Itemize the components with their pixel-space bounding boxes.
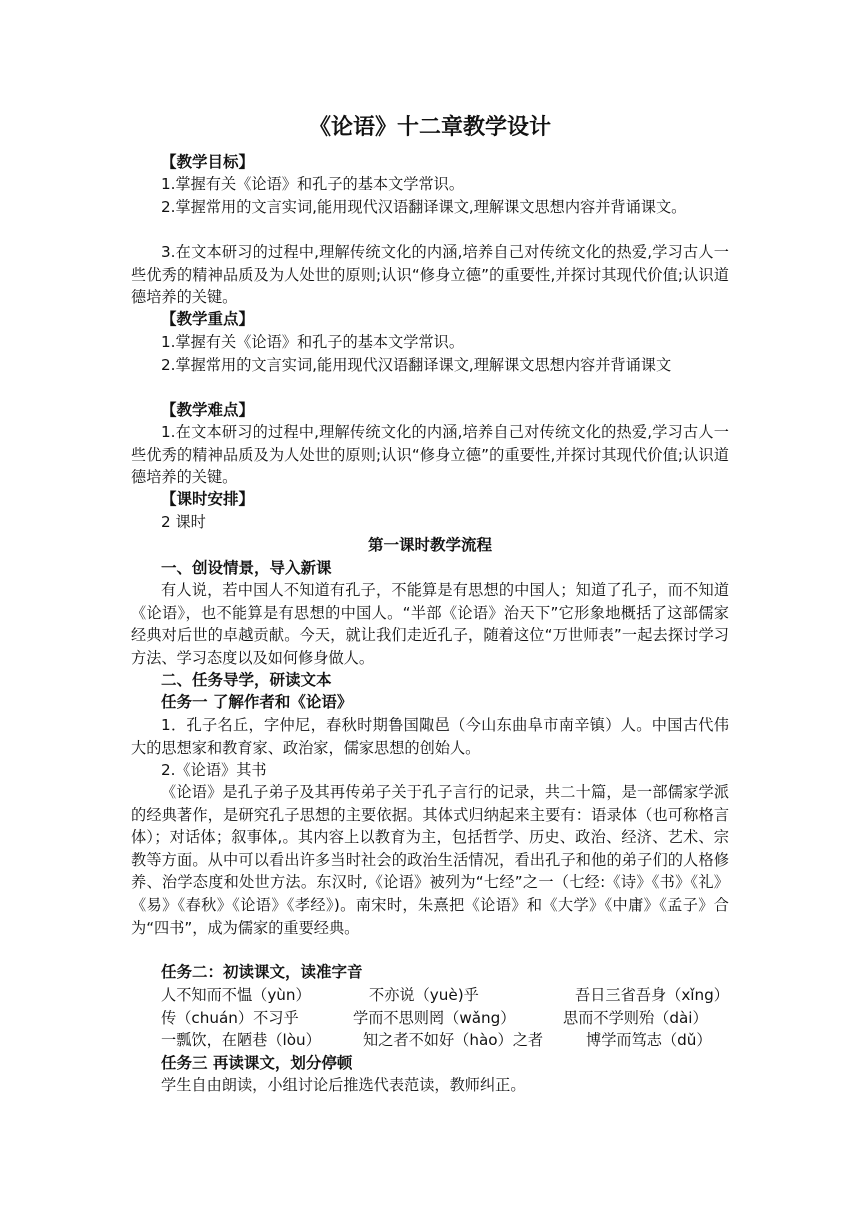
task1-paragraph-2: 《论语》是孔子弟子及其再传弟子关于孔子言行的记录，共二十篇，是一部儒家学派的经典著作，是研究孔子思想的主要依据。其体式归纳起来主要有：语录体（也可称格言体）；对话体；叙事体,。其内容上以教育为主，包括哲学、历史、政治、经济、艺术、宗教等方面。从中可以看出许多当时社会的政治生活情况，看出孔子和他的弟子们的人格修养、治学态度和处世方法。东汉时,《论语》被列为“七经”之一（七经:《诗》《书》《礼》《易》《春秋》《论语》《孝经》)。南宋时，朱熹把《论语》和《大学》《中庸》《孟子》合为“四书”，成为儒家的重要经典。 (131, 783, 729, 937)
schedule-value: 2 课时 (161, 513, 206, 531)
difficulty-item-1: 1.在文本研习的过程中,理解传统文化的内涵,培养自己对传统文化的热爱,学习古人一些优秀的精神品质及为人处世的原则;认识“修身立德”的重要性,并探讨其现代价值;认识道德培养的关键。 (131, 423, 729, 487)
difficulties-heading: 【教学难点】 (161, 401, 255, 419)
pronunciation-item: 不亦说（yuè)乎 (369, 986, 479, 1004)
key-points-heading: 【教学重点】 (161, 310, 255, 328)
objectives-heading: 【教学目标】 (161, 153, 255, 171)
task3-text: 学生自由朗读，小组讨论后推选代表范读，教师纠正。 (161, 1076, 526, 1094)
lesson1-heading: 第一课时教学流程 (367, 536, 492, 554)
task2-heading: 任务二：初读课文，读准字音 (161, 963, 363, 981)
pronunciation-item: 知之者不如好（hào）之者 (363, 1031, 544, 1049)
objective-item-1: 1.掌握有关《论语》和孔子的基本文学常识。 (161, 175, 465, 193)
objective-item-3: 3.在文本研习的过程中,理解传统文化的内涵,培养自己对传统文化的热爱,学习古人一些优秀的精神品质及为人处世的原则;认识“修身立德”的重要性,并探讨其现代价值;认识道德培养的关键。 (131, 243, 729, 307)
task3-heading: 任务三 再读课文，划分停顿 (161, 1054, 353, 1072)
schedule-heading: 【课时安排】 (161, 490, 255, 508)
pronunciation-item: 学而不思则罔（wǎng） (353, 1009, 516, 1027)
pronunciation-item: 传（chuán）不习乎 (161, 1009, 299, 1027)
task1-paragraph-1: 1．孔子名丘，字仲尼，春秋时期鲁国陬邑（今山东曲阜市南辛镇）人。中国古代伟大的思想家和教育家、政治家，儒家思想的创始人。 (131, 716, 729, 757)
section1-text: 有人说，若中国人不知道有孔子，不能算是有思想的中国人；知道了孔子，而不知道《论语》，也不能算是有思想的中国人。“半部《论语》治天下”它形象地概括了这部儒家经典对后世的卓越贡献。今天，就让我们走近孔子，随着这位“万世师表”一起去探讨学习方法、学习态度以及如何修身做人。 (131, 581, 729, 667)
section1-heading: 一、创设情景，导入新课 (161, 559, 332, 577)
task1-heading: 任务一 了解作者和《论语》 (161, 693, 353, 711)
key-point-item-2: 2.掌握常用的文言实词,能用现代汉语翻译课文,理解课文思想内容并背诵课文 (161, 356, 672, 374)
key-point-item-1: 1.掌握有关《论语》和孔子的基本文学常识。 (161, 333, 465, 351)
pronunciation-item: 思而不学则殆（dài） (563, 1009, 708, 1027)
section2-heading: 二、任务导学，研读文本 (161, 671, 332, 689)
document-title: 《论语》十二章教学设计 (308, 115, 551, 140)
task1-paragraph-2-label: 2.《论语》其书 (161, 761, 267, 779)
pronunciation-item: 博学而笃志（dǔ） (586, 1031, 712, 1049)
pronunciation-item: 一瓢饮，在陋巷（lòu） (161, 1031, 321, 1049)
pronunciation-item: 吾日三省吾身（xǐng） (575, 986, 729, 1004)
pronunciation-item: 人不知而不愠（yùn） (161, 986, 311, 1004)
objective-item-2: 2.掌握常用的文言实词,能用现代汉语翻译课文,理解课文思想内容并背诵课文。 (161, 198, 687, 216)
